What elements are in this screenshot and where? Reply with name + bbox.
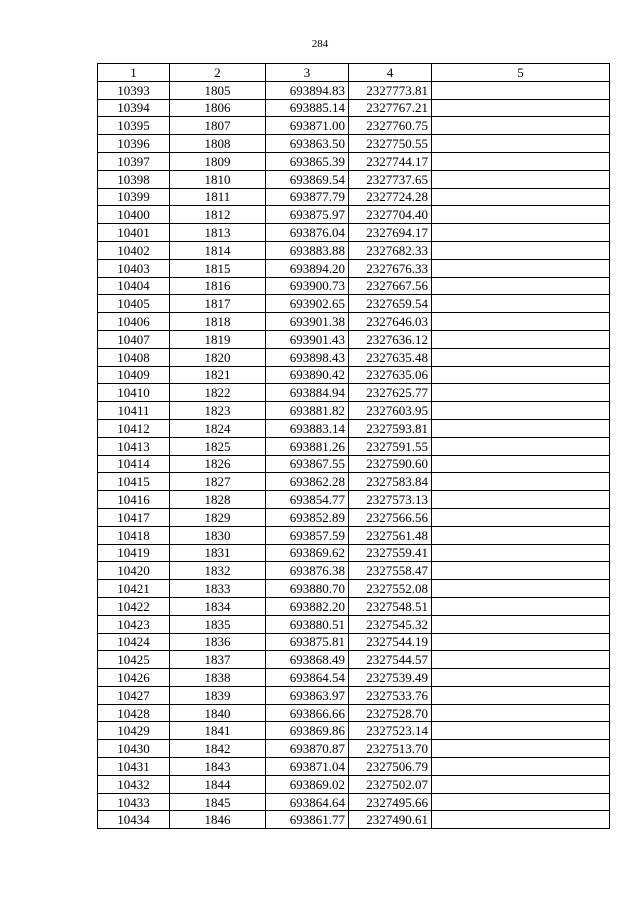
y-coordinate-cell: 2327625.77 (349, 384, 432, 402)
y-coordinate-cell: 2327561.48 (349, 526, 432, 544)
x-coordinate-cell: 693869.86 (266, 722, 349, 740)
y-coordinate-cell: 2327552.08 (349, 580, 432, 598)
x-coordinate-cell: 693868.49 (266, 651, 349, 669)
y-coordinate-cell: 2327583.84 (349, 473, 432, 491)
row-number-cell: 10422 (98, 597, 170, 615)
table-row (98, 615, 610, 633)
table-row (98, 651, 610, 669)
table-row (98, 402, 610, 420)
x-coordinate-cell: 693864.54 (266, 669, 349, 687)
row-number-cell: 10410 (98, 384, 170, 402)
point-number-cell: 1828 (170, 491, 266, 509)
x-coordinate-cell: 693867.55 (266, 455, 349, 473)
point-number-cell: 1826 (170, 455, 266, 473)
table-row (98, 330, 610, 348)
notes-cell (432, 686, 610, 704)
column-header: 1 (98, 64, 170, 82)
notes-cell (432, 402, 610, 420)
point-number-cell: 1834 (170, 597, 266, 615)
x-coordinate-cell: 693863.97 (266, 686, 349, 704)
x-coordinate-cell: 693854.77 (266, 491, 349, 509)
x-coordinate-cell: 693866.66 (266, 704, 349, 722)
table-row (98, 241, 610, 259)
point-number-cell: 1805 (170, 81, 266, 99)
row-number-cell: 10428 (98, 704, 170, 722)
notes-cell (432, 188, 610, 206)
y-coordinate-cell: 2327593.81 (349, 419, 432, 437)
y-coordinate-cell: 2327523.14 (349, 722, 432, 740)
y-coordinate-cell: 2327635.48 (349, 348, 432, 366)
x-coordinate-cell: 693901.43 (266, 330, 349, 348)
notes-cell (432, 384, 610, 402)
y-coordinate-cell: 2327737.65 (349, 170, 432, 188)
notes-cell (432, 526, 610, 544)
notes-cell (432, 562, 610, 580)
row-number-cell: 10430 (98, 740, 170, 758)
x-coordinate-cell: 693881.26 (266, 437, 349, 455)
y-coordinate-cell: 2327646.03 (349, 313, 432, 331)
row-number-cell: 10412 (98, 419, 170, 437)
row-number-cell: 10429 (98, 722, 170, 740)
point-number-cell: 1845 (170, 793, 266, 811)
y-coordinate-cell: 2327704.40 (349, 206, 432, 224)
x-coordinate-cell: 693861.77 (266, 811, 349, 829)
table-row (98, 704, 610, 722)
x-coordinate-cell: 693869.54 (266, 170, 349, 188)
x-coordinate-cell: 693901.38 (266, 313, 349, 331)
point-number-cell: 1839 (170, 686, 266, 704)
row-number-cell: 10400 (98, 206, 170, 224)
row-number-cell: 10404 (98, 277, 170, 295)
table-row (98, 81, 610, 99)
point-number-cell: 1815 (170, 259, 266, 277)
x-coordinate-cell: 693885.14 (266, 99, 349, 117)
notes-cell (432, 99, 610, 117)
point-number-cell: 1846 (170, 811, 266, 829)
point-number-cell: 1806 (170, 99, 266, 117)
y-coordinate-cell: 2327513.70 (349, 740, 432, 758)
point-number-cell: 1817 (170, 295, 266, 313)
table-row (98, 277, 610, 295)
y-coordinate-cell: 2327502.07 (349, 775, 432, 793)
table-row (98, 206, 610, 224)
y-coordinate-cell: 2327767.21 (349, 99, 432, 117)
point-number-cell: 1825 (170, 437, 266, 455)
point-number-cell: 1816 (170, 277, 266, 295)
column-header: 4 (349, 64, 432, 82)
y-coordinate-cell: 2327545.32 (349, 615, 432, 633)
table-row (98, 313, 610, 331)
y-coordinate-cell: 2327750.55 (349, 135, 432, 153)
y-coordinate-cell: 2327744.17 (349, 152, 432, 170)
row-number-cell: 10414 (98, 455, 170, 473)
y-coordinate-cell: 2327590.60 (349, 455, 432, 473)
row-number-cell: 10413 (98, 437, 170, 455)
point-number-cell: 1832 (170, 562, 266, 580)
point-number-cell: 1830 (170, 526, 266, 544)
x-coordinate-cell: 693863.50 (266, 135, 349, 153)
table-row (98, 669, 610, 687)
x-coordinate-cell: 693871.04 (266, 758, 349, 776)
x-coordinate-cell: 693864.64 (266, 793, 349, 811)
point-number-cell: 1813 (170, 224, 266, 242)
column-header: 3 (266, 64, 349, 82)
row-number-cell: 10405 (98, 295, 170, 313)
row-number-cell: 10433 (98, 793, 170, 811)
row-number-cell: 10421 (98, 580, 170, 598)
notes-cell (432, 473, 610, 491)
notes-cell (432, 491, 610, 509)
table-row (98, 775, 610, 793)
table-row (98, 686, 610, 704)
x-coordinate-cell: 693883.88 (266, 241, 349, 259)
y-coordinate-cell: 2327528.70 (349, 704, 432, 722)
y-coordinate-cell: 2327724.28 (349, 188, 432, 206)
y-coordinate-cell: 2327490.61 (349, 811, 432, 829)
point-number-cell: 1811 (170, 188, 266, 206)
point-number-cell: 1833 (170, 580, 266, 598)
table-row (98, 366, 610, 384)
notes-cell (432, 330, 610, 348)
notes-cell (432, 775, 610, 793)
y-coordinate-cell: 2327559.41 (349, 544, 432, 562)
table-row (98, 135, 610, 153)
y-coordinate-cell: 2327495.66 (349, 793, 432, 811)
y-coordinate-cell: 2327558.47 (349, 562, 432, 580)
notes-cell (432, 366, 610, 384)
point-number-cell: 1820 (170, 348, 266, 366)
table-row (98, 348, 610, 366)
y-coordinate-cell: 2327659.54 (349, 295, 432, 313)
point-number-cell: 1812 (170, 206, 266, 224)
row-number-cell: 10415 (98, 473, 170, 491)
coordinates-table (97, 63, 610, 829)
notes-cell (432, 152, 610, 170)
table-row (98, 295, 610, 313)
point-number-cell: 1829 (170, 508, 266, 526)
table-row (98, 152, 610, 170)
x-coordinate-cell: 693894.83 (266, 81, 349, 99)
row-number-cell: 10401 (98, 224, 170, 242)
row-number-cell: 10417 (98, 508, 170, 526)
x-coordinate-cell: 693870.87 (266, 740, 349, 758)
point-number-cell: 1835 (170, 615, 266, 633)
x-coordinate-cell: 693875.97 (266, 206, 349, 224)
x-coordinate-cell: 693876.38 (266, 562, 349, 580)
y-coordinate-cell: 2327544.57 (349, 651, 432, 669)
row-number-cell: 10434 (98, 811, 170, 829)
row-number-cell: 10409 (98, 366, 170, 384)
table-body (98, 64, 610, 829)
point-number-cell: 1836 (170, 633, 266, 651)
table-row (98, 508, 610, 526)
y-coordinate-cell: 2327566.56 (349, 508, 432, 526)
y-coordinate-cell: 2327667.56 (349, 277, 432, 295)
table-row (98, 597, 610, 615)
row-number-cell: 10396 (98, 135, 170, 153)
table-row (98, 170, 610, 188)
row-number-cell: 10424 (98, 633, 170, 651)
table-row (98, 473, 610, 491)
table-row (98, 580, 610, 598)
notes-cell (432, 135, 610, 153)
notes-cell (432, 277, 610, 295)
table-row (98, 384, 610, 402)
point-number-cell: 1831 (170, 544, 266, 562)
x-coordinate-cell: 693869.02 (266, 775, 349, 793)
table-row (98, 224, 610, 242)
point-number-cell: 1823 (170, 402, 266, 420)
point-number-cell: 1818 (170, 313, 266, 331)
y-coordinate-cell: 2327676.33 (349, 259, 432, 277)
row-number-cell: 10416 (98, 491, 170, 509)
x-coordinate-cell: 693902.65 (266, 295, 349, 313)
y-coordinate-cell: 2327682.33 (349, 241, 432, 259)
row-number-cell: 10406 (98, 313, 170, 331)
point-number-cell: 1837 (170, 651, 266, 669)
notes-cell (432, 295, 610, 313)
table-row (98, 758, 610, 776)
row-number-cell: 10395 (98, 117, 170, 135)
row-number-cell: 10408 (98, 348, 170, 366)
row-number-cell: 10432 (98, 775, 170, 793)
notes-cell (432, 651, 610, 669)
notes-cell (432, 455, 610, 473)
notes-cell (432, 508, 610, 526)
notes-cell (432, 633, 610, 651)
y-coordinate-cell: 2327591.55 (349, 437, 432, 455)
x-coordinate-cell: 693880.51 (266, 615, 349, 633)
page-number: 284 (311, 38, 329, 50)
row-number-cell: 10397 (98, 152, 170, 170)
notes-cell (432, 758, 610, 776)
x-coordinate-cell: 693865.39 (266, 152, 349, 170)
notes-cell (432, 544, 610, 562)
notes-cell (432, 348, 610, 366)
y-coordinate-cell: 2327694.17 (349, 224, 432, 242)
notes-cell (432, 793, 610, 811)
row-number-cell: 10407 (98, 330, 170, 348)
row-number-cell: 10419 (98, 544, 170, 562)
x-coordinate-cell: 693857.59 (266, 526, 349, 544)
table-row (98, 793, 610, 811)
x-coordinate-cell: 693882.20 (266, 597, 349, 615)
x-coordinate-cell: 693898.43 (266, 348, 349, 366)
notes-cell (432, 259, 610, 277)
table-row (98, 740, 610, 758)
table-row (98, 419, 610, 437)
notes-cell (432, 615, 610, 633)
row-number-cell: 10420 (98, 562, 170, 580)
table-row (98, 491, 610, 509)
table-row (98, 117, 610, 135)
y-coordinate-cell: 2327533.76 (349, 686, 432, 704)
table-row (98, 188, 610, 206)
x-coordinate-cell: 693900.73 (266, 277, 349, 295)
column-header: 5 (432, 64, 610, 82)
x-coordinate-cell: 693884.94 (266, 384, 349, 402)
row-number-cell: 10425 (98, 651, 170, 669)
row-number-cell: 10398 (98, 170, 170, 188)
x-coordinate-cell: 693894.20 (266, 259, 349, 277)
row-number-cell: 10402 (98, 241, 170, 259)
row-number-cell: 10394 (98, 99, 170, 117)
x-coordinate-cell: 693869.62 (266, 544, 349, 562)
table-row (98, 811, 610, 829)
y-coordinate-cell: 2327548.51 (349, 597, 432, 615)
point-number-cell: 1824 (170, 419, 266, 437)
point-number-cell: 1819 (170, 330, 266, 348)
notes-cell (432, 704, 610, 722)
point-number-cell: 1827 (170, 473, 266, 491)
notes-cell (432, 241, 610, 259)
point-number-cell: 1809 (170, 152, 266, 170)
point-number-cell: 1821 (170, 366, 266, 384)
y-coordinate-cell: 2327506.79 (349, 758, 432, 776)
point-number-cell: 1822 (170, 384, 266, 402)
y-coordinate-cell: 2327603.95 (349, 402, 432, 420)
x-coordinate-cell: 693875.81 (266, 633, 349, 651)
table-row (98, 722, 610, 740)
notes-cell (432, 597, 610, 615)
x-coordinate-cell: 693881.82 (266, 402, 349, 420)
point-number-cell: 1844 (170, 775, 266, 793)
point-number-cell: 1841 (170, 722, 266, 740)
table-row (98, 437, 610, 455)
row-number-cell: 10427 (98, 686, 170, 704)
notes-cell (432, 740, 610, 758)
notes-cell (432, 722, 610, 740)
row-number-cell: 10399 (98, 188, 170, 206)
y-coordinate-cell: 2327573.13 (349, 491, 432, 509)
point-number-cell: 1838 (170, 669, 266, 687)
notes-cell (432, 811, 610, 829)
x-coordinate-cell: 693871.00 (266, 117, 349, 135)
y-coordinate-cell: 2327636.12 (349, 330, 432, 348)
row-number-cell: 10431 (98, 758, 170, 776)
x-coordinate-cell: 693883.14 (266, 419, 349, 437)
x-coordinate-cell: 693876.04 (266, 224, 349, 242)
row-number-cell: 10426 (98, 669, 170, 687)
x-coordinate-cell: 693877.79 (266, 188, 349, 206)
y-coordinate-cell: 2327539.49 (349, 669, 432, 687)
notes-cell (432, 313, 610, 331)
x-coordinate-cell: 693890.42 (266, 366, 349, 384)
notes-cell (432, 170, 610, 188)
column-header: 2 (170, 64, 266, 82)
x-coordinate-cell: 693880.70 (266, 580, 349, 598)
table-row (98, 562, 610, 580)
row-number-cell: 10423 (98, 615, 170, 633)
notes-cell (432, 224, 610, 242)
point-number-cell: 1814 (170, 241, 266, 259)
table-row (98, 99, 610, 117)
point-number-cell: 1842 (170, 740, 266, 758)
point-number-cell: 1808 (170, 135, 266, 153)
notes-cell (432, 437, 610, 455)
row-number-cell: 10403 (98, 259, 170, 277)
x-coordinate-cell: 693852.89 (266, 508, 349, 526)
table-row (98, 455, 610, 473)
y-coordinate-cell: 2327635.06 (349, 366, 432, 384)
table-row (98, 633, 610, 651)
y-coordinate-cell: 2327773.81 (349, 81, 432, 99)
notes-cell (432, 419, 610, 437)
x-coordinate-cell: 693862.28 (266, 473, 349, 491)
notes-cell (432, 669, 610, 687)
notes-cell (432, 81, 610, 99)
point-number-cell: 1807 (170, 117, 266, 135)
table-row (98, 526, 610, 544)
row-number-cell: 10411 (98, 402, 170, 420)
table-row (98, 544, 610, 562)
row-number-cell: 10393 (98, 81, 170, 99)
point-number-cell: 1843 (170, 758, 266, 776)
table-header-row (98, 64, 610, 82)
row-number-cell: 10418 (98, 526, 170, 544)
notes-cell (432, 117, 610, 135)
point-number-cell: 1840 (170, 704, 266, 722)
y-coordinate-cell: 2327544.19 (349, 633, 432, 651)
notes-cell (432, 580, 610, 598)
notes-cell (432, 206, 610, 224)
y-coordinate-cell: 2327760.75 (349, 117, 432, 135)
table-row (98, 259, 610, 277)
point-number-cell: 1810 (170, 170, 266, 188)
